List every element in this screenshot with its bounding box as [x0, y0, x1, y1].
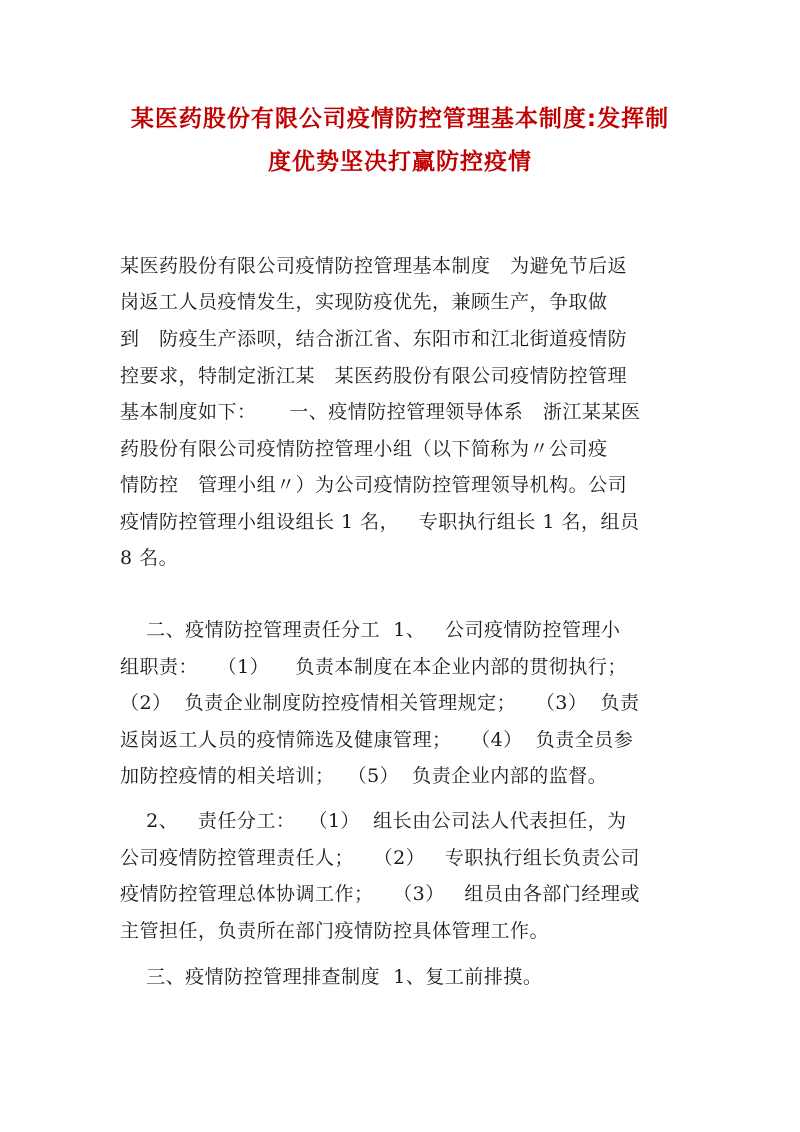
body-line-8: 疫情防控管理小组设组长 1 名， 专职执行组长 1 名，组员 — [120, 511, 640, 533]
body-line-5: 基本制度如下： 一、疫情防控管理领导体系 浙江某某医 — [120, 401, 641, 423]
body-line-15: 2、 责任分工： （1） 组长由公司法人代表担任，为 — [120, 810, 627, 832]
body-line-18: 主管担任，负责所在部门疫情防控具体管理工作。 — [120, 920, 550, 942]
body-line-4: 控要求，特制定浙江某 某医药股份有限公司疫情防控管理 — [120, 365, 628, 387]
body-line-13: 返岗返工人员的疫情筛选及健康管理； （4） 负责全员参 — [120, 729, 634, 751]
body-line-2: 岗返工人员疫情发生，实现防疫优先，兼顾生产，争取做 — [120, 291, 608, 313]
body-line-6: 药股份有限公司疫情防控管理小组（以下简称为〃公司疫 — [120, 438, 608, 460]
body-line-1: 某医药股份有限公司疫情防控管理基本制度 为避免节后返 — [120, 255, 628, 277]
body-line-14: 加防控疫情的相关培训； （5） 负责企业内部的监督。 — [120, 765, 608, 787]
body-line-17: 疫情防控管理总体协调工作； （3） 组员由各部门经理或 — [120, 883, 640, 905]
body-line-11: 组职责： （1） 负责本制度在本企业内部的贯彻执行； — [120, 656, 627, 678]
body-line-16: 公司疫情防控管理责任人； （2） 专职执行组长负责公司 — [120, 847, 640, 869]
body-line-3: 到 防疫生产添呗，结合浙江省、东阳市和江北街道疫情防 — [120, 328, 628, 350]
title-line-2: 度优势坚决打赢防控疫情 — [268, 149, 532, 175]
document-title — [110, 98, 690, 184]
body-line-7: 情防控 管理小组〃）为公司疫情防控管理领导机构。公司 — [120, 474, 628, 496]
title-line-1: 某医药股份有限公司疫情防控管理基本制度:发挥制 — [130, 106, 670, 132]
body-line-19: 三、疫情防控管理排查制度 1、复工前排摸。 — [120, 966, 543, 988]
body-line-12: （2） 负责企业制度防控疫情相关管理规定； （3） 负责 — [120, 692, 640, 714]
body-line-9: 8 名。 — [120, 547, 179, 569]
body-line-10: 二、疫情防控管理责任分工 1、 公司疫情防控管理小 — [120, 619, 621, 641]
